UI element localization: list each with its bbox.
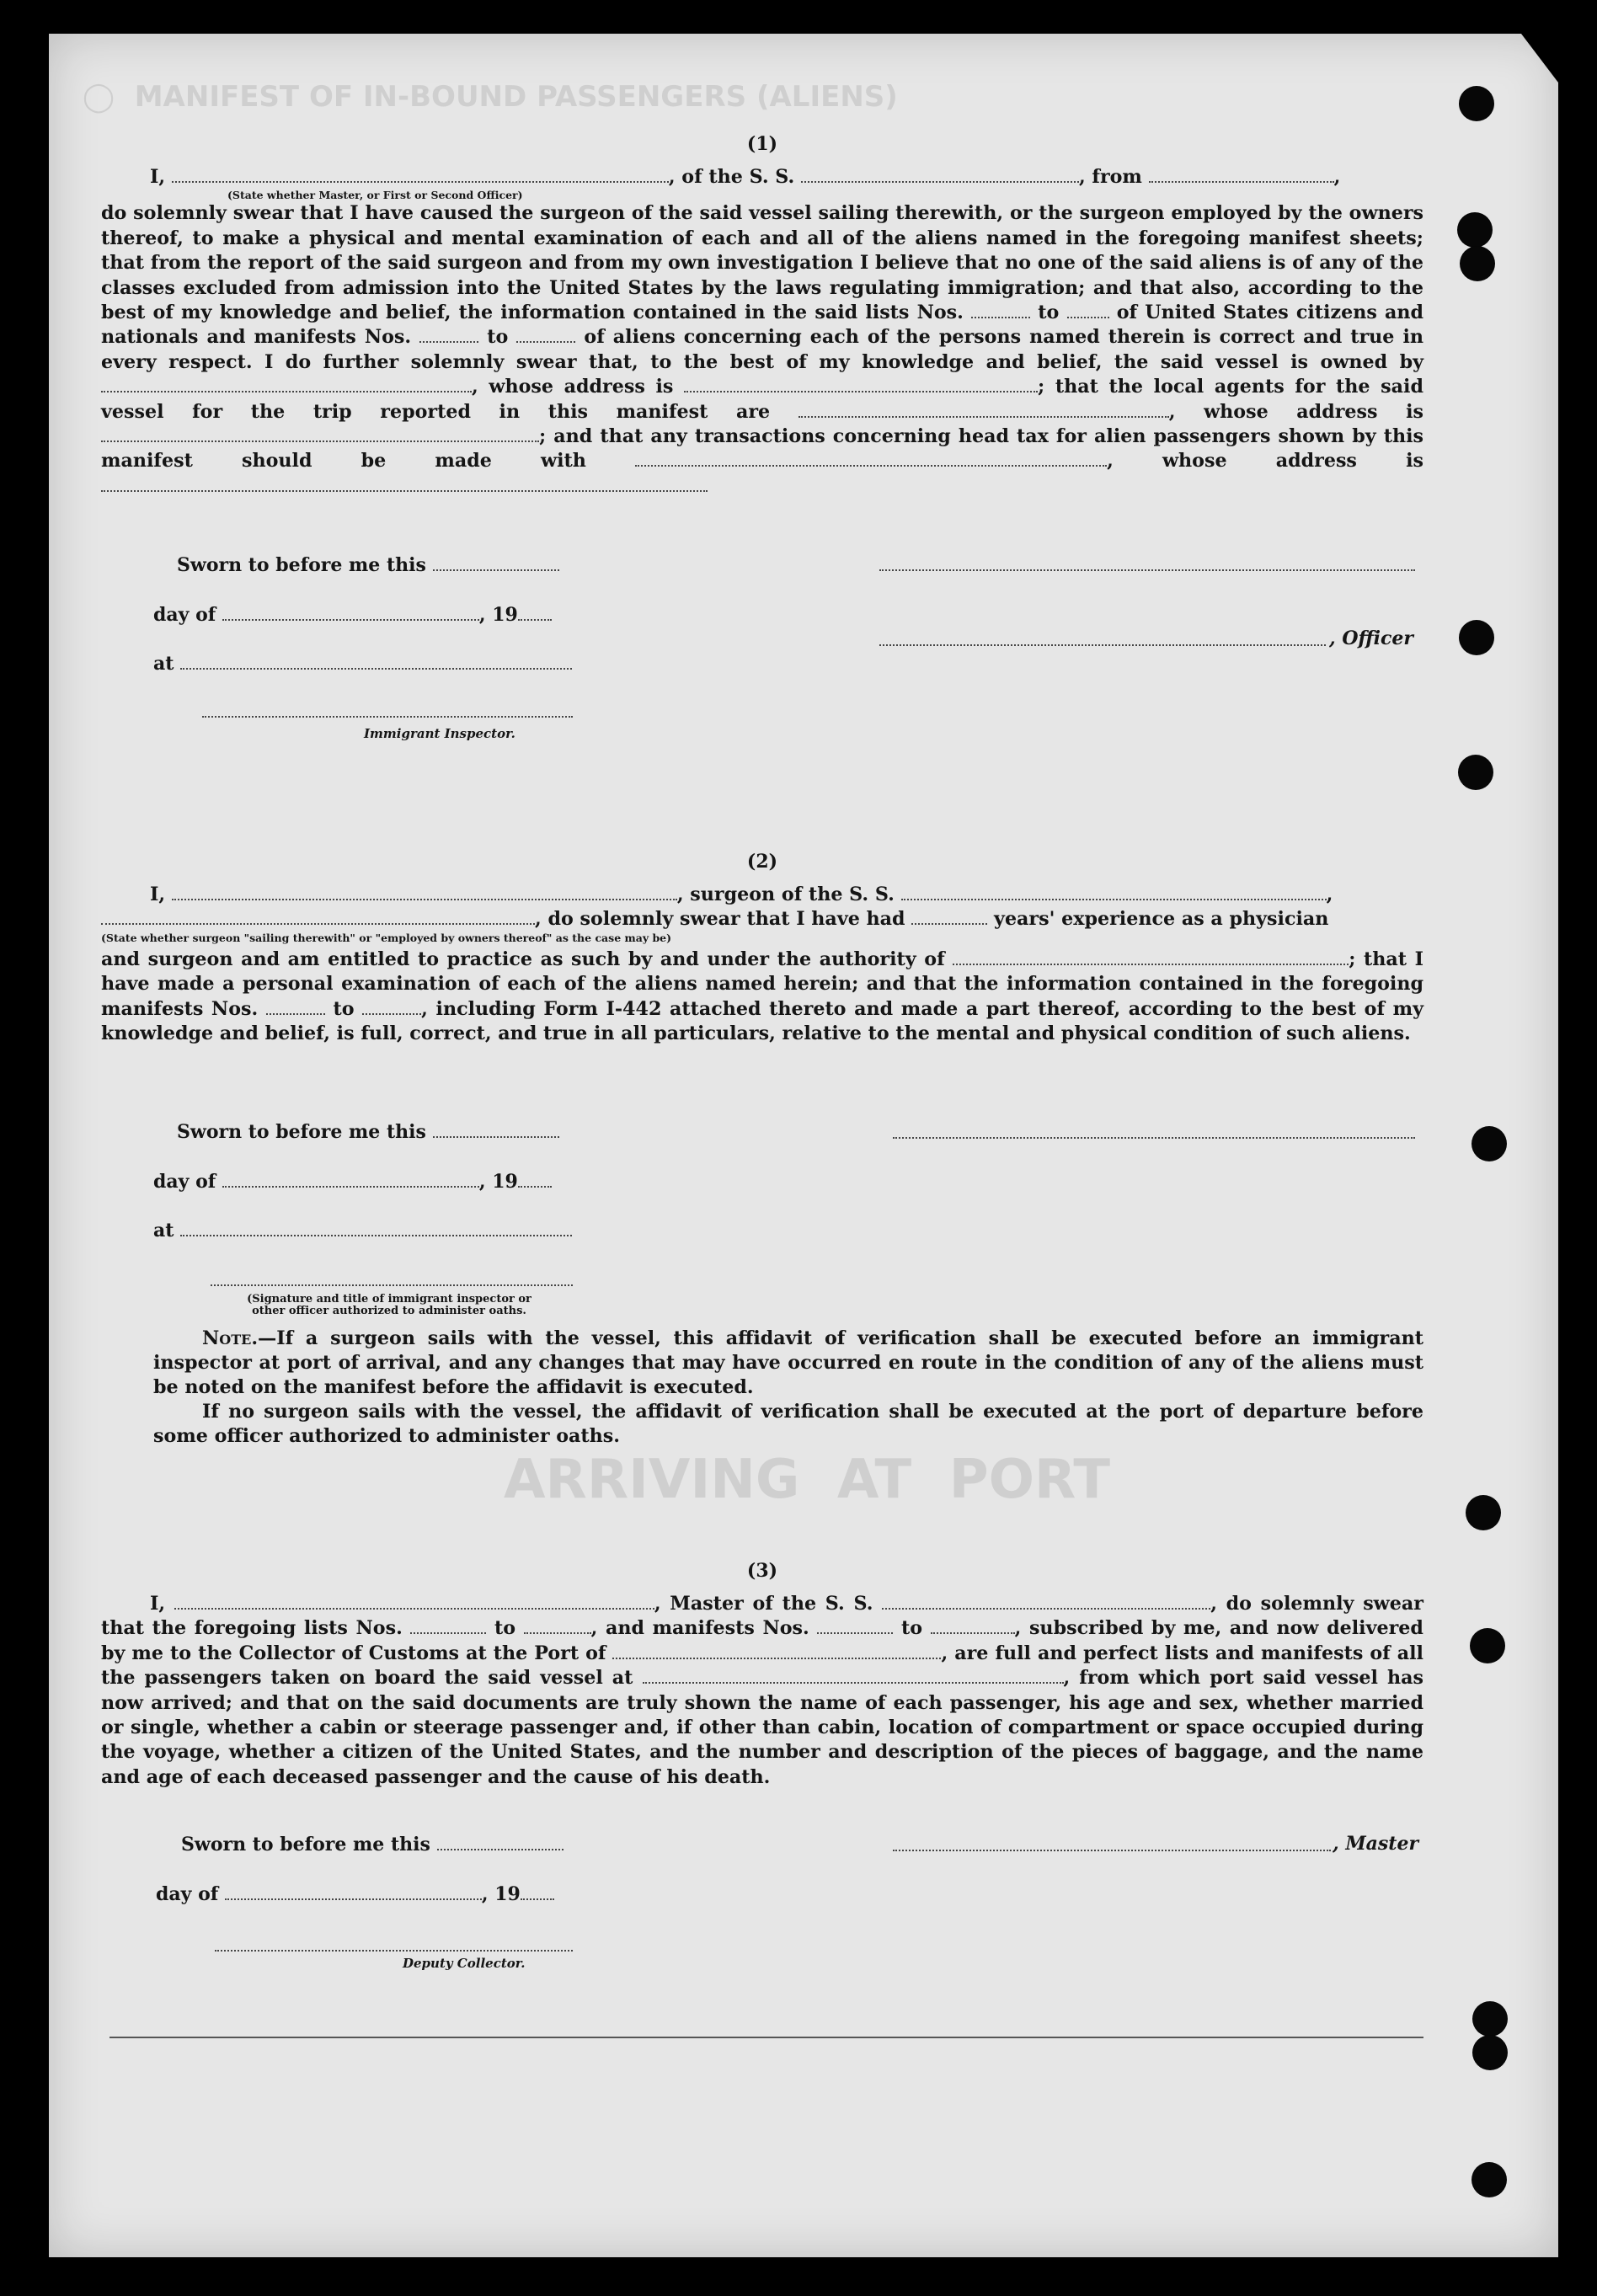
s2-day-line: day of , 19 (153, 1170, 552, 1194)
affidavit-surgeon (101, 851, 1423, 1046)
vessel-name-field[interactable] (801, 166, 1079, 183)
head-tax-contact-field[interactable] (635, 450, 1107, 467)
manifests-from-field[interactable] (419, 326, 478, 343)
punch-hole (1472, 2001, 1508, 2037)
lists-from-field[interactable] (971, 302, 1030, 318)
lists-to-field[interactable] (1067, 302, 1109, 318)
s1-sworn-line: Sworn to before me this (177, 553, 559, 578)
departure-port-field[interactable] (643, 1667, 1064, 1684)
collector-port-field[interactable] (612, 1642, 941, 1659)
s3-sworn-day-field[interactable] (437, 1834, 563, 1850)
surgeon-status-field[interactable] (101, 908, 535, 925)
local-agents-field[interactable] (798, 401, 1169, 418)
punch-hole (1458, 755, 1493, 790)
bottom-rule (109, 2037, 1423, 2038)
master-affidavit-text: do solemnly swear that I have caused the surgeon of the said vessel sailing therewith, or the surgeon employed by the owners thereof, to make a physical and mental examination of each and all of the aliens named in the foregoing manifest sheets; that from the report of the said surgeon and from my own investigation I believe that no one of the said aliens is of any of the classes excluded from admission into the United States by the laws regulating immigration; and that also, according to the best of my knowledge and belief, the information contained in the said lists Nos. to of United States citizens and nationals and manifests Nos. to of aliens concerning each of the persons named therein is correct and true in every respect. I do further solemnly swear that, to the best of my knowledge and belief, the said vessel is owned by , whose address is ; that the local agents for the said vessel for the trip reported in this manifest are , whose address is ; and that any transactions concerning head tax for alien passengers shown by this manifest should be made with , whose address is (101, 201, 1423, 499)
officer-caption: (State whether Master, or First or Second Officer) (227, 189, 523, 202)
s3-vessel-field[interactable] (882, 1593, 1210, 1610)
s2-manifests-from-field[interactable] (266, 998, 325, 1015)
affidavit-master-arrival (101, 1560, 1423, 1790)
s1-at-field[interactable] (180, 653, 572, 670)
surgeon-affidavit-text: and surgeon and am entitled to practice as such by and under the authority of ; that I have made a personal examination of each of the aliens named herein; and that the information contained in the foregoing manifests Nos. to , including Form I-442 attached thereto and made a part thereof, according to the best of my knowledge and belief, is full, correct, and true in all particulars, relative to the mental and physical condition of such aliens. (101, 948, 1423, 1045)
deputy-collector-caption: Deputy Collector. (403, 1956, 526, 1971)
punch-hole (1470, 1628, 1505, 1663)
s1-day-line: day of , 19 (153, 603, 552, 627)
s1-at-line: at (153, 652, 572, 676)
note-label: Note. (202, 1327, 259, 1349)
s3-collector-sig-line[interactable] (215, 1950, 573, 1952)
s3-manifests-from-field[interactable] (817, 1617, 893, 1634)
s2-at-line: at (153, 1219, 572, 1243)
s3-master-name-field[interactable] (174, 1593, 654, 1610)
s3-lists-to-field[interactable] (524, 1617, 591, 1634)
years-experience-field[interactable] (911, 908, 987, 925)
authority-field[interactable] (953, 948, 1349, 965)
punch-hole (1459, 620, 1494, 655)
s1-month-field[interactable] (222, 604, 479, 621)
s2-officer-sig-line[interactable] (211, 1284, 573, 1286)
note-text-2: If no surgeon sails with the vessel, the affidavit of verification shall be executed at the port of departure before some officer authorized to administer oaths. (153, 1401, 1423, 1447)
punch-hole (1472, 2035, 1508, 2070)
s2-sworn-day-field[interactable] (433, 1121, 559, 1138)
section-number: (3) (746, 1560, 778, 1582)
s2-vessel-field[interactable] (901, 884, 1327, 900)
bleed-through-header: ◯ MANIFEST OF IN-BOUND PASSENGERS (ALIENS) (83, 80, 898, 114)
owner-field[interactable] (101, 376, 472, 392)
officer-label: , Officer (1329, 627, 1414, 649)
officer-name-field[interactable] (172, 166, 669, 183)
section-number: (2) (746, 851, 778, 873)
surgeon-name-field[interactable] (172, 884, 677, 900)
s2-at-field[interactable] (180, 1220, 572, 1236)
s1-officer-sig-line[interactable] (879, 644, 1326, 646)
punch-hole (1471, 1126, 1507, 1161)
surgeon-line-1: I, , surgeon of the S. S. , (150, 884, 1333, 905)
punch-hole (1460, 246, 1495, 281)
s3-master-sig-line[interactable] (893, 1850, 1331, 1851)
s1-sworn-day-field[interactable] (433, 554, 559, 571)
s3-day-line: day of , 19 (156, 1882, 554, 1907)
surgeon-caption: (State whether surgeon "sailing therewith" or "employed by owners thereof" as the case may be) (101, 931, 672, 944)
master-label: , Master (1333, 1833, 1419, 1855)
s1-year-field[interactable] (518, 604, 552, 621)
surgeon-line-2: , do solemnly swear that I have had years' experience as a physician (101, 907, 1423, 932)
officer-line: I, , of the S. S. , from , (150, 166, 1341, 188)
s1-master-sig-line[interactable] (879, 569, 1415, 571)
s2-sig-caption: (Signature and title of immigrant inspector or other officer authorized to administer oaths. (247, 1293, 531, 1317)
punch-hole (1457, 212, 1493, 248)
s2-manifests-to-field[interactable] (362, 998, 421, 1015)
s2-surgeon-sig-line[interactable] (893, 1137, 1415, 1139)
note-text-1: —If a surgeon sails with the vessel, this affidavit of verification shall be executed before an immigrant inspector at port of arrival, and any changes that may have occurred en route in the condition of any of the aliens must be noted on the manifest before the affidavit is executed. (153, 1327, 1423, 1398)
head-tax-address-field[interactable] (101, 475, 708, 492)
s2-month-field[interactable] (222, 1171, 479, 1188)
bleed-through-stamp: ARRIVING AT PORT (504, 1449, 1111, 1511)
owner-address-field[interactable] (684, 376, 1038, 392)
punch-hole (1466, 1495, 1501, 1530)
note-block (153, 1327, 1423, 1449)
agents-address-field[interactable] (101, 425, 539, 442)
s3-sworn-line: Sworn to before me this (181, 1833, 563, 1857)
manifests-to-field[interactable] (516, 326, 575, 343)
s2-year-field[interactable] (518, 1171, 552, 1188)
punch-hole (1459, 86, 1494, 121)
punch-hole (1471, 2162, 1507, 2197)
s3-manifests-to-field[interactable] (931, 1617, 1015, 1634)
affidavit-master (101, 133, 1423, 499)
s1-inspector-sig-line[interactable] (202, 716, 573, 718)
folded-corner (1521, 34, 1558, 83)
s3-year-field[interactable] (521, 1883, 554, 1900)
master-arrival-text: I, , Master of the S. S. , do solemnly swear that the foregoing lists Nos. to , and manifests Nos. to , subscribed by me, and now delivered by me to the Collector of Customs at the Port of , are full and perfect lists and manifests of all the passengers taken on board the said vessel at , from which port said vessel has now arrived; and that on the said documents are truly shown the name of each passenger, his age and sex, whether married or single, whether a cabin or steerage passenger and, if other than cabin, location of compartment or space occupied during the voyage, whether a citizen of the United States, and the number and description of the pieces of baggage, and the name and age of each deceased passenger and the cause of his death. (101, 1593, 1423, 1788)
s1-inspector-caption: Immigrant Inspector. (364, 726, 515, 741)
port-from-field[interactable] (1149, 166, 1334, 183)
s3-lists-from-field[interactable] (410, 1617, 486, 1634)
section-number: (1) (746, 133, 778, 155)
s3-month-field[interactable] (225, 1883, 482, 1900)
s2-sworn-line: Sworn to before me this (177, 1120, 559, 1145)
